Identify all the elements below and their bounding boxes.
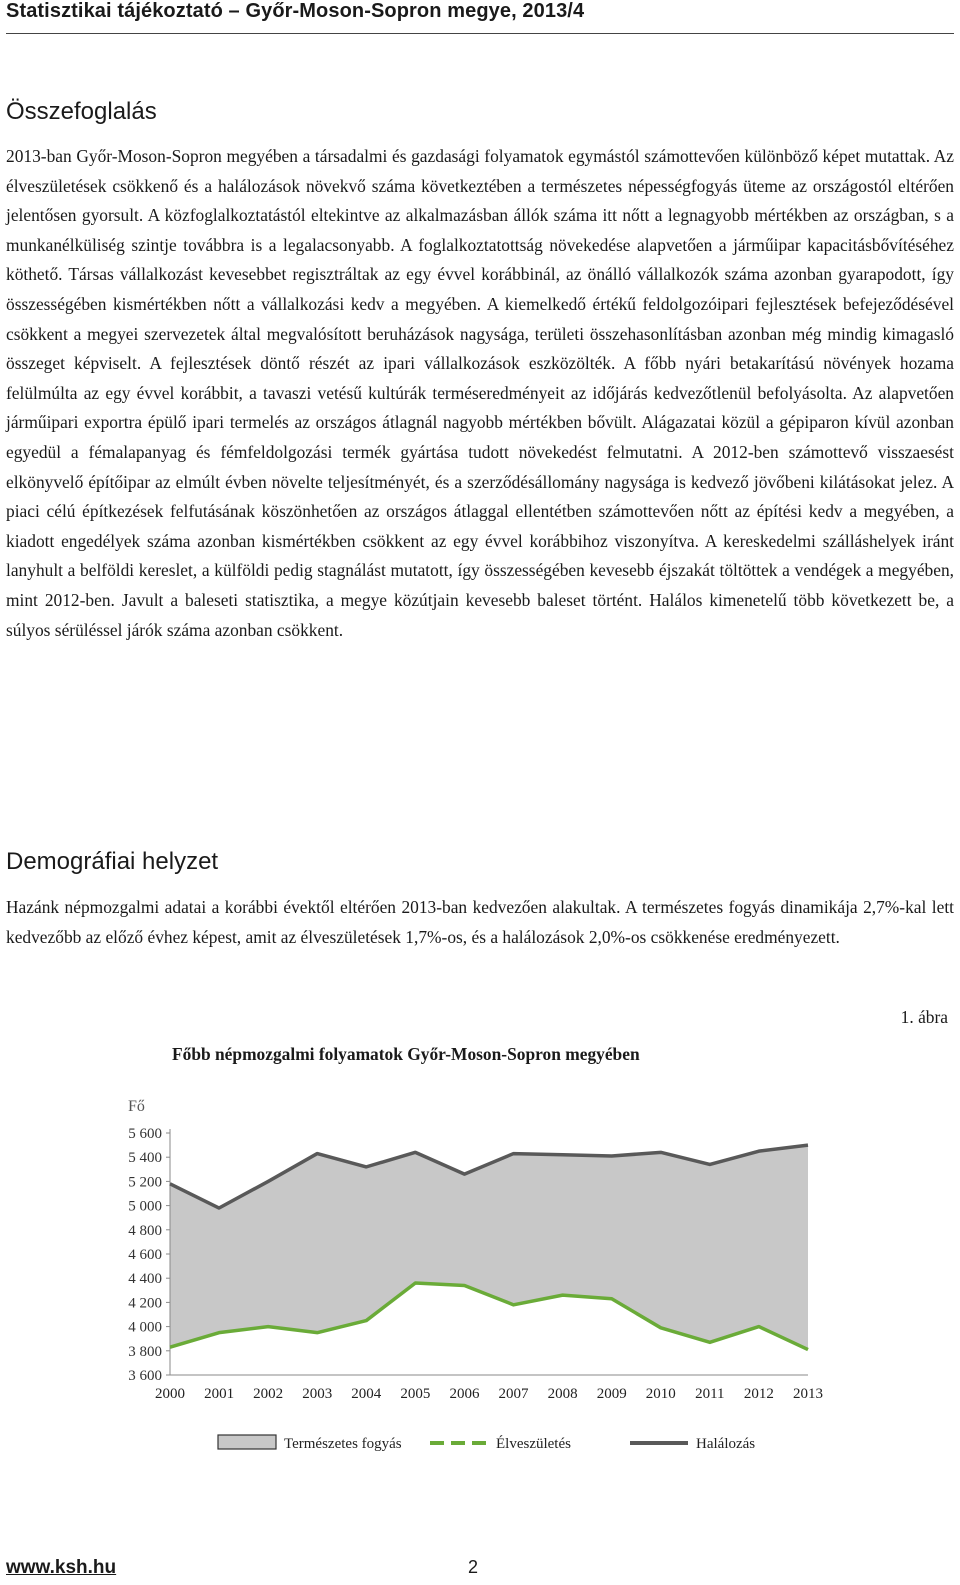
y-axis-unit-label: Fő bbox=[128, 1098, 145, 1115]
x-tick-label: 2010 bbox=[645, 1386, 676, 1402]
x-tick-label: 2000 bbox=[155, 1386, 185, 1402]
x-tick-label: 2012 bbox=[743, 1386, 774, 1402]
natural-decrease-area bbox=[170, 1145, 808, 1349]
x-tick-label: 2004 bbox=[351, 1386, 382, 1402]
x-tick-label: 2007 bbox=[498, 1386, 529, 1402]
header-divider bbox=[6, 33, 954, 34]
x-tick-label: 2001 bbox=[204, 1386, 235, 1402]
y-tick-label: 4 200 bbox=[128, 1295, 162, 1312]
chart-title: Főbb népmozgalmi folyamatok Győr-Moson-Sopron megyében bbox=[172, 1044, 640, 1064]
x-tick-label: 2003 bbox=[302, 1386, 333, 1402]
x-tick-label: 2002 bbox=[253, 1386, 284, 1402]
y-tick-label: 5 200 bbox=[128, 1174, 162, 1191]
legend-label: Természetes fogyás bbox=[284, 1436, 402, 1452]
y-tick-label: 3 800 bbox=[128, 1343, 162, 1360]
y-tick-label: 5 400 bbox=[128, 1150, 162, 1167]
y-tick-label: 5 600 bbox=[128, 1126, 162, 1142]
document-header-title: Statisztikai tájékoztató – Győr-Moson-Sopron megye, 2013/4 bbox=[6, 0, 585, 22]
legend-label: Halálozás bbox=[696, 1436, 756, 1452]
ksh-website-link[interactable]: www.ksh.hu bbox=[6, 1557, 117, 1578]
y-tick-label: 4 600 bbox=[128, 1247, 162, 1263]
demography-paragraph: Hazánk népmozgalmi adatai a korábbi évektől eltérően 2013-ban kedvezően alakultak. A természetes fogyás dinamikája 2,7%-kal lett kedvezőbb az előző évhez képest, amit az élveszületések 1,7%-os, és a halálozások 2,0%-os csökkenése eredményezett. bbox=[6, 897, 954, 947]
y-tick-label: 3 600 bbox=[128, 1368, 162, 1384]
page-number: 2 bbox=[468, 1557, 479, 1577]
x-tick-label: 2013 bbox=[793, 1386, 823, 1402]
x-tick-label: 2005 bbox=[400, 1386, 431, 1402]
figure-label: 1. ábra bbox=[900, 1007, 948, 1027]
x-tick-label: 2008 bbox=[547, 1386, 578, 1402]
y-tick-label: 4 800 bbox=[128, 1222, 162, 1239]
summary-heading: Összefoglalás bbox=[6, 98, 157, 125]
x-tick-label: 2009 bbox=[596, 1386, 627, 1402]
x-tick-label: 2006 bbox=[449, 1386, 480, 1402]
demography-heading: Demográfiai helyzet bbox=[6, 848, 219, 875]
x-tick-label: 2011 bbox=[695, 1386, 725, 1402]
legend-swatch-natural-decrease bbox=[218, 1435, 276, 1449]
y-tick-label: 4 000 bbox=[128, 1319, 162, 1336]
y-tick-label: 5 000 bbox=[128, 1198, 162, 1215]
legend-label: Élveszületés bbox=[496, 1436, 571, 1452]
summary-paragraph: 2013-ban Győr-Moson-Sopron megyében a társadalmi és gazdasági folyamatok egymástól számottevően különböző képet mutattak. Az élveszületések csökkenő és a halálozások növekvő száma következtében a természetes népességfogyás üteme az országostól eltérően jelentősen gyorsult. A közfoglalkoztatástól eltekintve az alkalmazásban állók száma itt nőtt a legnagyobb mértékben az országban, s a munkanélküliség szintje továbbra is a legalacsonyabb. A foglalkoztatottság növekedése alapvetően a járműipar kapacitásbővítéséhez köthető. Társas vállalkozást kevesebbet regisztráltak az egy évvel korábbinál, az önálló vállalkozók száma azonban gyarapodott, így összességében kismértékben nőtt a vállalkozási kedv a megyében. A kiemelkedő értékű feldolgozóipari fejlesztések befejeződésével csökkent a megyei szervezetek által megvalósított beruházások nagysága, területi összehasonlításban azonban még mindig kimagasló összeget képviselt. A fejlesztések döntő részét az ipari vállalkozások eszközölték. A főbb nyári betakarítású növények hozama felülmúlta az egy évvel korábbit, a tavaszi vetésű kultúrák terméseredményeit az időjárás kedvezőtlenül befolyásolta. Az alapvetően járműipari exportra épülő ipari termelés az országos átlagnál nagyobb mértékben bővült. Alágazatai közül a gépiparon kívül azonban egyedül a fémalapanyag és fémfeldolgozási termék gyártása tudott növekedést felmutatni. A 2012-ben számottevő visszaesést elkönyvelő építőipar az elmúlt évben növelte teljesítményét, és a szerződésállomány nagysága is kedvező jövőbeni kilátásokat jelez. A piaci célú építkezések felfutásának köszönhetően az országos átlaggal ellentétben számottevően nőtt az építési kedv a megyében, a kiadott engedélyek száma azonban kismértékben csökkent az egy évvel korábbihoz viszonyítva. A kereskedelmi szálláshelyek iránt lanyhult a belföldi kereslet, a külföldi pedig stagnálást mutatott, így összességében kevesebb éjszakát töltöttek a vendégek a megyében, mint 2012-ben. Javult a baleseti statisztika, a megye közútjain kevesebb baleset történt. Halálos kimenetelű több következett be, a súlyos sérüléssel járók száma azonban csökkent. bbox=[6, 146, 954, 640]
y-tick-label: 4 400 bbox=[128, 1271, 162, 1288]
population-chart bbox=[100, 1077, 840, 1477]
